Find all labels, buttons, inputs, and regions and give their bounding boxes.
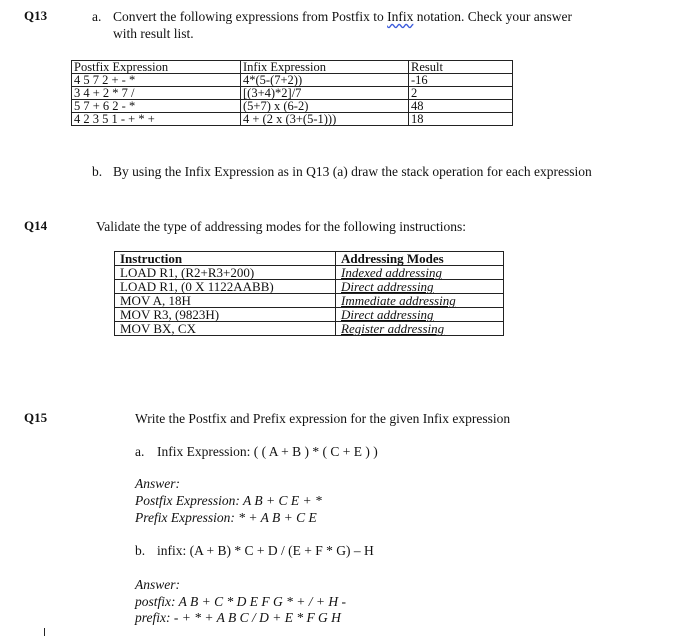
table-header-cell: Postfix Expression: [72, 61, 241, 74]
infix-cell: 4*(5-(7+2)): [241, 74, 409, 87]
table-header-row: [72, 61, 513, 74]
mode-cell: Register addressing: [336, 322, 504, 336]
q13a-line2: with result list.: [113, 26, 194, 41]
infix-cell: (5+7) x (6-2): [241, 100, 409, 113]
postfix-cell: 4 5 7 2 + - *: [72, 74, 241, 87]
table-row: [72, 113, 513, 126]
addressing-modes-table: [114, 251, 504, 336]
mode-cell: Direct addressing: [336, 308, 504, 322]
margin-mark: [44, 628, 45, 636]
q13a-infix-word: Infix: [387, 9, 414, 24]
q13b-marker: b.: [92, 164, 103, 179]
q15b-expression: infix: (A + B) * C + D / (E + F * G) – H: [157, 543, 374, 558]
q13-label: Q13: [24, 8, 48, 23]
q15a-expression: Infix Expression: ( ( A + B ) * ( C + E ) ): [157, 444, 378, 459]
table-row: [115, 308, 504, 322]
table-row: [72, 74, 513, 87]
q15-prompt: Write the Postfix and Prefix expression for the given Infix expression: [135, 411, 511, 426]
table-header-cell: Result: [409, 61, 513, 74]
infix-cell: [(3+4)*2]/7: [241, 87, 409, 100]
table-row: [115, 322, 504, 336]
instruction-cell: MOV R3, (9823H): [115, 308, 336, 322]
q15a-prefix-answer: Prefix Expression: * + A B + C E: [135, 510, 317, 525]
result-cell: 18: [409, 113, 513, 126]
infix-cell: 4 + (2 x (3+(5-1))): [241, 113, 409, 126]
q13a-marker: a.: [92, 9, 102, 24]
table-row: [115, 266, 504, 280]
table-row: [115, 280, 504, 294]
postfix-infix-table: [71, 60, 513, 126]
q14-prompt: Validate the type of addressing modes for the following instructions:: [96, 219, 467, 234]
table-header-cell: Infix Expression: [241, 61, 409, 74]
postfix-cell: 4 2 3 5 1 - + * +: [72, 113, 241, 126]
q15b-answer-label: Answer:: [135, 577, 180, 592]
q13a-line1-pre: Convert the following expressions from Postfix to: [113, 9, 388, 24]
q15b-postfix-answer: postfix: A B + C * D E F G * + / + H -: [135, 594, 346, 609]
result-cell: 2: [409, 87, 513, 100]
q13a-line1-post: notation. Check your answer: [413, 9, 572, 24]
instruction-cell: MOV A, 18H: [115, 294, 336, 308]
table-row: [115, 294, 504, 308]
instruction-cell: LOAD R1, (0 X 1122AABB): [115, 280, 336, 294]
mode-cell: Direct addressing: [336, 280, 504, 294]
result-cell: 48: [409, 100, 513, 113]
mode-cell: Indexed addressing: [336, 266, 504, 280]
mode-cell: Immediate addressing: [336, 294, 504, 308]
instruction-cell: MOV BX, CX: [115, 322, 336, 336]
table-header-cell: Instruction: [115, 252, 336, 266]
table-header-cell: Addressing Modes: [336, 252, 504, 266]
table-row: [72, 100, 513, 113]
postfix-cell: 5 7 + 6 2 - *: [72, 100, 241, 113]
q15b-marker: b.: [135, 543, 146, 558]
q15b-prefix-answer: prefix: - + * + A B C / D + E * F G H: [135, 610, 341, 625]
q15a-postfix-answer: Postfix Expression: A B + C E + *: [135, 493, 322, 508]
table-header-row: [115, 252, 504, 266]
result-cell: -16: [409, 74, 513, 87]
q13b-text: By using the Infix Expression as in Q13 (a) draw the stack operation for each expression: [113, 164, 592, 179]
instruction-cell: LOAD R1, (R2+R3+200): [115, 266, 336, 280]
q15a-marker: a.: [135, 444, 145, 459]
q15-label: Q15: [24, 410, 48, 425]
table-row: [72, 87, 513, 100]
postfix-cell: 3 4 + 2 * 7 /: [72, 87, 241, 100]
q13a-line1: [113, 8, 572, 25]
q14-label: Q14: [24, 218, 48, 233]
q15a-answer-label: Answer:: [135, 476, 180, 491]
